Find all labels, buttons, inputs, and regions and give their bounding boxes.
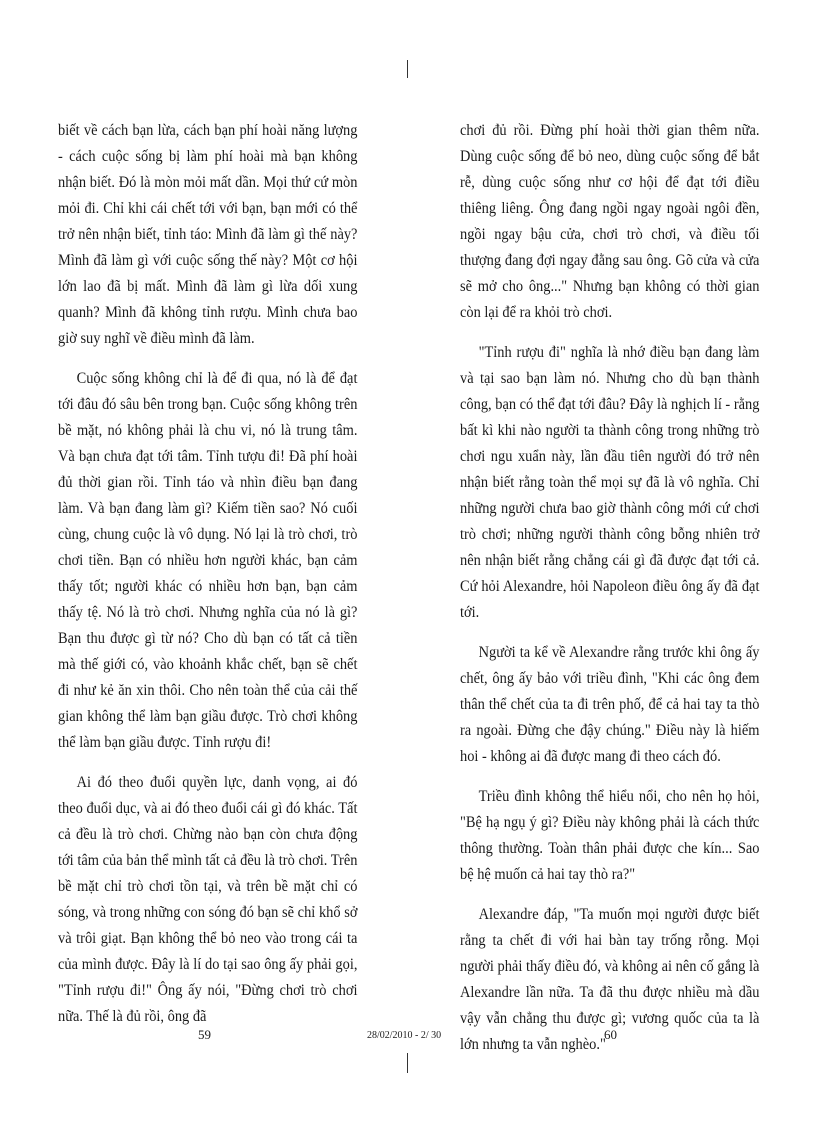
right-paragraph-4: Triều đình không thể hiểu nổi, cho nên họ hỏi, "Bệ hạ ngụ ý gì? Điều này không phải là cách thức thông thường. Toàn thân phải được che kín... Sao bệ hệ muốn cả hai tay thò ra?" (460, 788, 760, 883)
right-page-number: 60 (604, 1027, 617, 1042)
footer-date-stamp: 28/02/2010 - 2/ 30 (367, 1030, 442, 1041)
left-paragraph-1: biết về cách bạn lừa, cách bạn phí hoài năng lượng - cách cuộc sống bị làm phí hoài mà bạn không nhận biết. Đó là mòn mỏi mất dần. Mọi thứ cứ mòn mỏi đi. Chỉ khi cái chết tới với bạn, bạn mới có thể trở nên nhận biết, tỉnh táo: Mình đã làm gì thế này? Mình đã làm gì với cuộc sống thế này? Một cơ hội lớn lao đã bị mất. Mình đã làm gì lừa dối xung quanh? Mình đã không tỉnh rượu. Mình chưa bao giờ suy nghĩ về điều mình đã làm. (58, 122, 358, 347)
left-paragraph-3: Ai đó theo đuổi quyền lực, danh vọng, ai đó theo đuổi dục, và ai đó theo đuổi cái gì đó khác. Tất cả đều là trò chơi. Chừng nào bạn còn chưa động tới tâm của bản thể mình tất cả đều là trò chơi. Trên bề mặt chỉ trò chơi tồn tại, và trên bề mặt chỉ có sóng, và trong những con sóng đó bạn sẽ chỉ khổ sở và trôi giạt. Bạn không thể bỏ neo vào trong cái ta của mình được. Đây là lí do tại sao ông ấy phải gọi, "Tỉnh rượu đi!" Ông ấy nói, "Đừng chơi trò chơi nữa. Thế là đủ rồi, ông đã (58, 774, 358, 1025)
right-page-column (460, 118, 759, 1072)
left-page-column (58, 118, 357, 1044)
bottom-fold-mark (407, 1053, 408, 1073)
top-fold-mark (407, 60, 408, 78)
right-paragraph-5: Alexandre đáp, "Ta muốn mọi người được biết rằng ta chết đi với hai bàn tay trống rỗng. Mọi người phải thấy điều đó, và không ai nên cố gắng là Alexandre lần nữa. Ta đã thu được nhiều mà dầu vậy vẫn chẳng thu được gì; vương quốc của ta là lớn nhưng ta vẫn nghèo." (460, 906, 760, 1053)
right-paragraph-2: "Tỉnh rượu đi" nghĩa là nhớ điều bạn đang làm và tại sao bạn làm nó. Nhưng cho dù bạn thành công, bạn có thể đạt tới đâu? Đây là nghịch lí - rằng bất kì khi nào người ta thành công trong những trò chơi ngu xuẩn này, lần đầu tiên người đó trở nên nhận biết rằng toàn thể mọi sự đã là vô nghĩa. Chỉ những người chưa bao giờ thành công mới cứ chơi trò chơi; những người thành công bỗng nhiên trở nên nhận biết rằng chẳng cái gì đã được đạt tới cả. Cứ hỏi Alexandre, hỏi Napoleon điều ông ấy đã đạt tới. (460, 344, 760, 621)
left-page-number: 59 (198, 1027, 211, 1042)
right-paragraph-3: Người ta kể về Alexandre rằng trước khi ông ấy chết, ông ấy bảo với triều đình, "Khi các ông đem thân thể chết của ta đi trên phố, để cả hai tay ta thò ra ngoài. Đừng che đậy chúng." Điều này là hiếm hoi - không ai đã được mang đi theo cách đó. (460, 644, 760, 765)
left-paragraph-2: Cuộc sống không chỉ là để đi qua, nó là để đạt tới đâu đó sâu bên trong bạn. Cuộc sống không trên bề mặt, nó không phải là chu vi, nó là trung tâm. Và bạn chưa đạt tới tâm. Tỉnh tượu đi! Đã phí hoài đủ thời gian rồi. Tỉnh táo và nhìn điều bạn đang làm. Và bạn đang làm gì? Kiếm tiền sao? Nó cuối cùng, chung cuộc là vô dụng. Nó lại là trò chơi, trò chơi tiền. Bạn có nhiều hơn người khác, bạn cảm thấy tốt; người khác có nhiều hơn bạn, bạn cảm thấy tệ. Nó là trò chơi. Nhưng nghĩa của nó là gì? Bạn thu được gì từ nó? Cho dù bạn có tất cả tiền mà thế giới có, vào khoảnh khắc chết, bạn sẽ chết đi như kẻ ăn xin thôi. Cho nên toàn thể của cải thế gian không thể làm bạn giầu được. Trò chơi không thể làm bạn giầu được. Tỉnh rượu đi! (58, 370, 358, 751)
right-paragraph-1: chơi đủ rồi. Đừng phí hoài thời gian thêm nữa. Dùng cuộc sống để bỏ neo, dùng cuộc sống để bắt rễ, dùng cuộc sống như cơ hội để đạt tới điều thiêng liêng. Ông đang ngồi ngay ngoài ngôi đền, ngồi ngay bậu cửa, chơi trò chơi, và điều tối thượng đang đợi ngay đằng sau ông. Gõ cửa và cửa sẽ mở cho ông..." Nhưng bạn không có thời gian còn lại để ra khỏi trò chơi. (460, 122, 760, 321)
